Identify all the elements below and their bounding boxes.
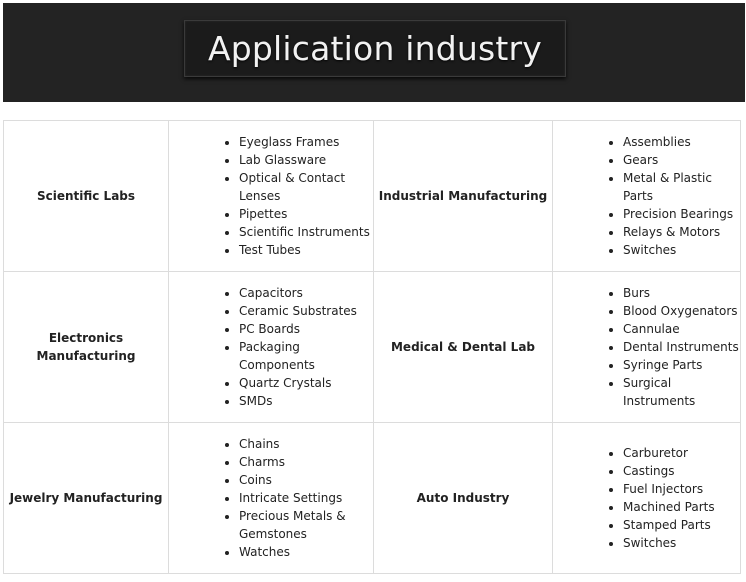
list-item: • Relays & Motors [623, 223, 740, 241]
application-list [169, 284, 373, 410]
list-item: • Quartz Crystals [239, 374, 373, 392]
list-item: • Metal & Plastic Parts [623, 169, 740, 205]
list-item: • Charms [239, 453, 373, 471]
list-item: • Gears [623, 151, 740, 169]
list-item: • SMDs [239, 392, 373, 410]
list-item: • Machined Parts [623, 498, 740, 516]
application-list-cell [169, 423, 374, 574]
application-list [169, 133, 373, 259]
list-item: • Switches [623, 534, 740, 552]
list-item: • Capacitors [239, 284, 373, 302]
title-box [184, 20, 566, 77]
list-item: • Blood Oxygenators [623, 302, 740, 320]
list-item: • Fuel Injectors [623, 480, 740, 498]
list-item: • Assemblies [623, 133, 740, 151]
application-list [553, 133, 740, 259]
table-row [4, 423, 741, 574]
list-item: • Stamped Parts [623, 516, 740, 534]
list-item: • Precision Bearings [623, 205, 740, 223]
application-list-cell [553, 272, 741, 423]
list-item: • Scientific Instruments [239, 223, 373, 241]
list-item: • Watches [239, 543, 373, 561]
application-list [553, 444, 740, 552]
list-item: • Pipettes [239, 205, 373, 223]
list-item: • Lab Glassware [239, 151, 373, 169]
list-item: • Dental Instruments [623, 338, 740, 356]
header-banner [3, 3, 745, 102]
application-list [553, 284, 740, 410]
list-item: • Cannulae [623, 320, 740, 338]
list-item: • Chains [239, 435, 373, 453]
industry-label: Electronics Manufacturing [4, 272, 169, 423]
table-row [4, 121, 741, 272]
list-item: • Switches [623, 241, 740, 259]
industry-label: Auto Industry [374, 423, 553, 574]
list-item: • Ceramic Substrates [239, 302, 373, 320]
list-item: • Intricate Settings [239, 489, 373, 507]
application-list-cell [169, 121, 374, 272]
table-row [4, 272, 741, 423]
industry-label: Scientific Labs [4, 121, 169, 272]
page-title: Application industry [207, 29, 543, 68]
industry-label: Industrial Manufacturing [374, 121, 553, 272]
application-list-cell [553, 423, 741, 574]
list-item: • Packaging Components [239, 338, 373, 374]
list-item: • PC Boards [239, 320, 373, 338]
list-item: • Coins [239, 471, 373, 489]
list-item: • Castings [623, 462, 740, 480]
application-list-cell [169, 272, 374, 423]
list-item: • Surgical Instruments [623, 374, 740, 410]
list-item: • Optical & Contact Lenses [239, 169, 373, 205]
application-list-cell [553, 121, 741, 272]
industry-label: Jewelry Manufacturing [4, 423, 169, 574]
list-item: • Eyeglass Frames [239, 133, 373, 151]
list-item: • Syringe Parts [623, 356, 740, 374]
list-item: • Burs [623, 284, 740, 302]
list-item: • Test Tubes [239, 241, 373, 259]
industry-table [3, 120, 741, 574]
application-list [169, 435, 373, 561]
list-item: • Precious Metals & Gemstones [239, 507, 373, 543]
industry-label: Medical & Dental Lab [374, 272, 553, 423]
list-item: • Carburetor [623, 444, 740, 462]
